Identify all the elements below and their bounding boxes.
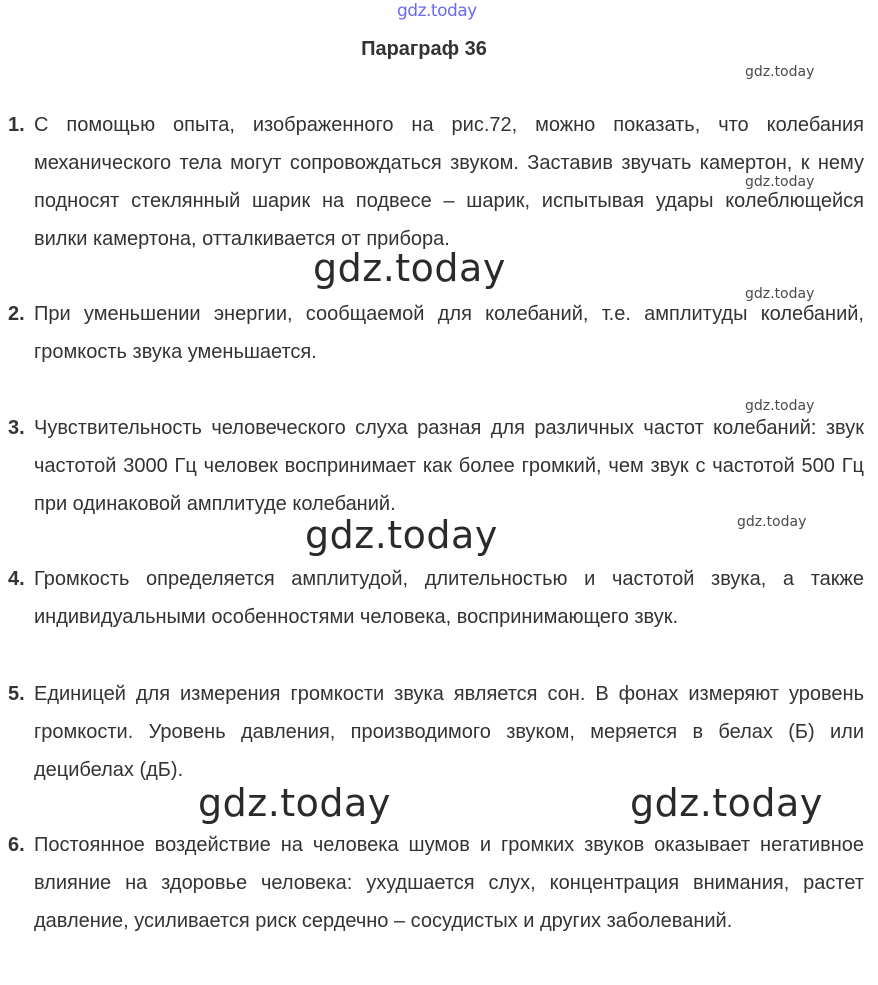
item-number: 4. [8,568,25,590]
item-number: 1. [8,114,25,136]
page-title: Параграф 36 [361,38,487,60]
item-text: С помощью опыта, изображенного на рис.72, можно показать, что колебания механического тела могут сопровождаться звуком. Заставив звучать камертон, к нему подносят стеклянный шарик на подвесе – шарик, испытывая удары колеблющейся вилки камертона, отталкивается от прибора. [34,114,864,250]
item-number: 6. [8,834,25,856]
watermark-large: gdz.today [313,246,506,290]
watermark-small: gdz.today [745,398,815,414]
item-text: Постоянное воздействие на человека шумов и громких звуков оказывает негативное влияние на здоровье человека: ухудшается слух, концентрация внимания, растет давление, усиливается риск сердечно – сосудистых и других заболеваний. [34,834,864,932]
answer-item-3 [8,409,864,523]
watermark-small: gdz.today [745,64,815,80]
item-text: Чувствительность человеческого слуха разная для различных частот колебаний: звук частотой 3000 Гц человек воспринимает как более громкий, чем звук с частотой 500 Гц при одинаковой амплитуде колебаний. [34,417,864,515]
answer-item-2 [8,295,864,371]
item-number: 3. [8,417,25,439]
answer-item-5 [8,675,864,789]
answer-item-4 [8,560,864,636]
watermark-small: gdz.today [745,174,815,190]
item-text: Громкость определяется амплитудой, длительностью и частотой звука, а также индивидуальными особенностями человека, воспринимающего звук. [34,568,864,628]
watermark-large: gdz.today [198,781,391,825]
item-number: 2. [8,303,25,325]
answer-item-1 [8,106,864,258]
watermark-small: gdz.today [737,514,807,530]
watermark-small: gdz.today [745,286,815,302]
item-text: Единицей для измерения громкости звука является сон. В фонах измеряют уровень громкости. Уровень давления, производимого звуком, меряется в белах (Б) или децибелах (дБ). [34,683,864,781]
watermark-large: gdz.today [305,513,498,557]
watermark-large: gdz.today [630,781,823,825]
answer-item-6 [8,826,864,940]
watermark-top: gdz.today [397,1,477,21]
item-number: 5. [8,683,25,705]
item-text: При уменьшении энергии, сообщаемой для колебаний, т.е. амплитуды колебаний, громкость звука уменьшается. [34,303,864,363]
